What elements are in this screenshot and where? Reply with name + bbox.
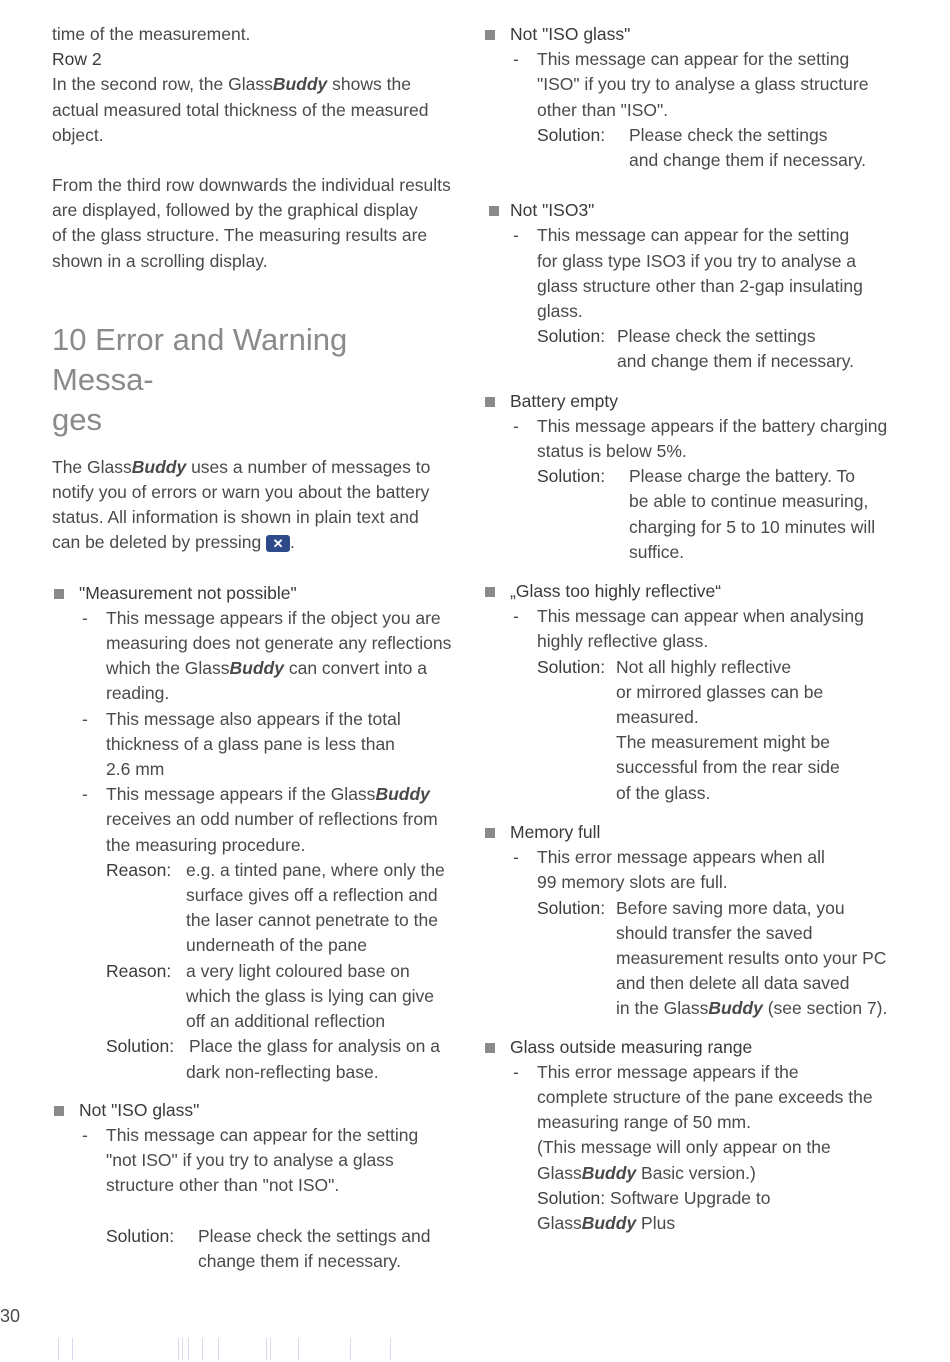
text-line: Not all highly reflective — [616, 656, 792, 677]
solution-block — [537, 324, 903, 374]
text-line: reading. — [106, 683, 170, 704]
text: Glass — [537, 1162, 582, 1183]
text: Software Upgrade to — [609, 1187, 771, 1208]
solution-block — [537, 464, 903, 565]
text-line: This message appears if the object you are — [106, 607, 441, 628]
dash-icon: - — [82, 784, 88, 805]
text-line: This message appears if the battery charging — [537, 415, 888, 436]
text: can be deleted by pressing — [52, 532, 262, 553]
message-item-not-iso-glass — [52, 1098, 452, 1274]
dash-icon: - — [513, 225, 519, 246]
solution-label: Solution: — [537, 124, 606, 145]
text: The Glass — [52, 456, 132, 477]
sub-item — [510, 47, 903, 173]
text-line — [537, 1211, 903, 1236]
text-line: Please check the settings — [629, 124, 828, 145]
text-line — [106, 656, 452, 681]
text-line: This message also appears if the total — [106, 708, 401, 729]
third-row-line: are displayed, followed by the graphical display — [52, 200, 418, 221]
text-line: measurement results onto your PC — [616, 947, 887, 968]
item-title: „Glass too highly reflective“ — [510, 581, 722, 602]
text-line: which the glass is lying can give — [186, 985, 435, 1006]
text-line: thickness of a glass pane is less than — [106, 733, 395, 754]
row2-text-line1 — [52, 72, 452, 97]
message-item-not-iso-glass-right — [483, 22, 903, 173]
brand-buddy: Buddy — [229, 658, 284, 679]
section-heading — [52, 320, 452, 440]
item-title: Battery empty — [510, 390, 618, 411]
reason-block — [106, 858, 452, 959]
row2-text-line2: actual measured total thickness of the measured — [52, 99, 429, 120]
text: In the second row, the Glass — [52, 74, 273, 95]
row2-label: Row 2 — [52, 49, 102, 70]
message-item-glass-too-reflective — [483, 579, 903, 806]
brand-buddy: Buddy — [581, 1212, 637, 1233]
text-line: the measuring procedure. — [106, 834, 306, 855]
row2-text-line3: object. — [52, 124, 104, 145]
text: shows the — [327, 74, 411, 95]
brand-buddy: Buddy — [581, 1162, 637, 1183]
dash-icon: - — [82, 607, 88, 628]
text: Basic version.) — [636, 1162, 756, 1183]
bullet-square-icon — [485, 828, 495, 838]
text-line: and then delete all data saved — [616, 973, 850, 994]
text: . — [290, 532, 295, 553]
solution-label: Solution: — [537, 1187, 606, 1208]
text-line: status is below 5%. — [537, 441, 687, 462]
bullet-square-icon — [485, 587, 495, 597]
text-line: and change them if necessary. — [629, 150, 867, 171]
message-item-memory-full — [483, 820, 903, 1022]
text-line: "not ISO" if you try to analyse a glass — [106, 1150, 394, 1171]
text-line: off an additional reflection — [186, 1011, 386, 1032]
text: This message appears if the Glass — [106, 784, 376, 805]
dash-icon: - — [513, 847, 519, 868]
text-line: This error message appears if the — [537, 1061, 799, 1082]
text-line: Before saving more data, you — [616, 897, 845, 918]
intro2-line: notify you of errors or warn you about the battery — [52, 482, 430, 503]
sub-item — [510, 414, 903, 565]
text-line — [537, 1186, 903, 1211]
message-item-outside-measuring-range — [483, 1035, 903, 1237]
message-item-measurement-not-possible — [52, 581, 452, 1085]
solution-label: Solution: — [106, 1036, 175, 1057]
sub-item — [510, 223, 903, 374]
text: (see section 7). — [762, 998, 888, 1019]
sub-item — [79, 1123, 452, 1274]
delete-key-icon: ✕ — [266, 535, 290, 552]
bullet-square-icon — [54, 589, 64, 599]
text-line: "ISO" if you try to analyse a glass structure — [537, 74, 869, 95]
text-line: should transfer the saved — [616, 922, 813, 943]
text-line: The measurement might be — [616, 732, 830, 753]
brand-buddy: Buddy — [375, 784, 430, 805]
text-line: dark non-reflecting base. — [186, 1061, 379, 1082]
intro2-line1 — [52, 455, 452, 480]
brand-buddy: Buddy — [708, 998, 763, 1019]
text-line: 2.6 mm — [106, 759, 165, 780]
text-line: This message can appear for the setting — [537, 49, 850, 70]
solution-label: Solution: — [537, 897, 606, 918]
text-line: structure other than "not ISO". — [106, 1175, 340, 1196]
solution-block — [106, 1224, 452, 1274]
intro2-last-line — [52, 530, 452, 555]
text-line: e.g. a tinted pane, where only the — [186, 859, 445, 880]
sub-item — [79, 782, 452, 1084]
text-line: for glass type ISO3 if you try to analyse a — [537, 250, 857, 271]
text-line: measured. — [616, 707, 699, 728]
text-line — [106, 782, 452, 807]
dash-icon: - — [513, 49, 519, 70]
message-item-not-iso3 — [483, 198, 903, 374]
dash-icon: - — [513, 606, 519, 627]
text-line: glass. — [537, 301, 583, 322]
solution-label: Solution: — [537, 326, 606, 347]
text-line: surface gives off a reflection and — [186, 885, 438, 906]
text-line: Place the glass for analysis on a — [189, 1036, 440, 1057]
solution-block — [537, 896, 903, 1022]
intro2-line: status. All information is shown in plain text and — [52, 507, 419, 528]
bullet-square-icon — [485, 30, 495, 40]
text-line: glass structure other than 2-gap insulating — [537, 275, 863, 296]
text-line: measuring does not generate any reflections — [106, 633, 452, 654]
item-title: Glass outside measuring range — [510, 1036, 753, 1057]
intro-line: time of the measurement. — [52, 24, 251, 44]
text: in the Glass — [616, 998, 709, 1019]
text-line: complete structure of the pane exceeds the — [537, 1086, 873, 1107]
sub-item — [79, 707, 452, 783]
text-line: a very light coloured base on — [186, 960, 410, 981]
solution-block — [537, 655, 903, 806]
item-title: Not "ISO3" — [510, 200, 595, 221]
text-line — [537, 1161, 903, 1186]
dash-icon: - — [82, 708, 88, 729]
text: which the Glass — [106, 658, 230, 679]
bullet-square-icon — [485, 1043, 495, 1053]
text-line: other than "ISO". — [537, 99, 669, 120]
text-line: This message can appear for the setting — [537, 225, 850, 246]
text-line: Please check the settings and — [198, 1225, 431, 1246]
text: Glass — [537, 1212, 582, 1233]
heading-line: 10 Error and Warning Messa- — [52, 321, 348, 397]
text-line: Please charge the battery. To — [629, 466, 856, 487]
message-item-battery-empty — [483, 389, 903, 565]
text-line: the laser cannot penetrate to the — [186, 910, 438, 931]
solution-label: Solution: — [537, 466, 606, 487]
bullet-square-icon — [485, 397, 495, 407]
bullet-square-icon — [489, 206, 499, 216]
text-line: suffice. — [629, 541, 685, 562]
third-row-line: of the glass structure. The measuring results are — [52, 225, 428, 246]
third-row-line: From the third row downwards the individual results — [52, 175, 451, 196]
solution-block — [537, 123, 903, 173]
text-line: charging for 5 to 10 minutes will — [629, 516, 876, 537]
left-column — [52, 22, 452, 1274]
solution-label: Solution: — [106, 1225, 175, 1246]
text-line: of the glass. — [616, 782, 711, 803]
dash-icon: - — [513, 415, 519, 436]
sub-item — [510, 604, 903, 806]
text-line: successful from the rear side — [616, 757, 840, 778]
bullet-square-icon — [54, 1106, 64, 1116]
text-line: or mirrored glasses can be — [616, 681, 824, 702]
dash-icon: - — [82, 1124, 88, 1145]
text-line: underneath of the pane — [186, 935, 367, 956]
item-title: "Measurement not possible" — [79, 582, 297, 603]
item-title: Not "ISO glass" — [79, 1099, 200, 1120]
page-number: 30 — [0, 1306, 21, 1326]
sub-item — [510, 1060, 903, 1236]
heading-line: ges — [52, 401, 102, 437]
text-line: This message can appear for the setting — [106, 1124, 419, 1145]
text-line: highly reflective glass. — [537, 631, 709, 652]
dash-icon: - — [513, 1061, 519, 1082]
solution-block — [106, 1034, 452, 1084]
text-line: This error message appears when all — [537, 847, 825, 868]
text-line: receives an odd number of reflections from — [106, 809, 438, 830]
text: uses a number of messages to — [186, 456, 431, 477]
reason-label: Reason: — [106, 859, 172, 880]
brand-buddy: Buddy — [131, 456, 187, 477]
footer-barcode-marks — [52, 1338, 432, 1360]
item-title: Not "ISO glass" — [510, 24, 631, 44]
text-line: Please check the settings — [617, 326, 816, 347]
right-column — [483, 22, 903, 1236]
text-line: measuring range of 50 mm. — [537, 1112, 751, 1133]
text-line: change them if necessary. — [198, 1250, 401, 1271]
text-line: 99 memory slots are full. — [537, 872, 728, 893]
text-line: and change them if necessary. — [617, 351, 855, 372]
brand-buddy: Buddy — [272, 74, 328, 95]
reason-block — [106, 959, 452, 1035]
reason-label: Reason: — [106, 960, 172, 981]
solution-label: Solution: — [537, 656, 606, 677]
third-row-line: shown in a scrolling display. — [52, 250, 268, 271]
text-line: (This message will only appear on the — [537, 1137, 831, 1158]
sub-item — [79, 606, 452, 707]
text: can convert into a — [283, 658, 427, 679]
text-line: This message can appear when analysing — [537, 606, 864, 627]
text: Plus — [636, 1212, 676, 1233]
item-title: Memory full — [510, 821, 601, 842]
text-line: be able to continue measuring, — [629, 491, 869, 512]
text-line — [616, 996, 903, 1021]
sub-item — [510, 845, 903, 1021]
